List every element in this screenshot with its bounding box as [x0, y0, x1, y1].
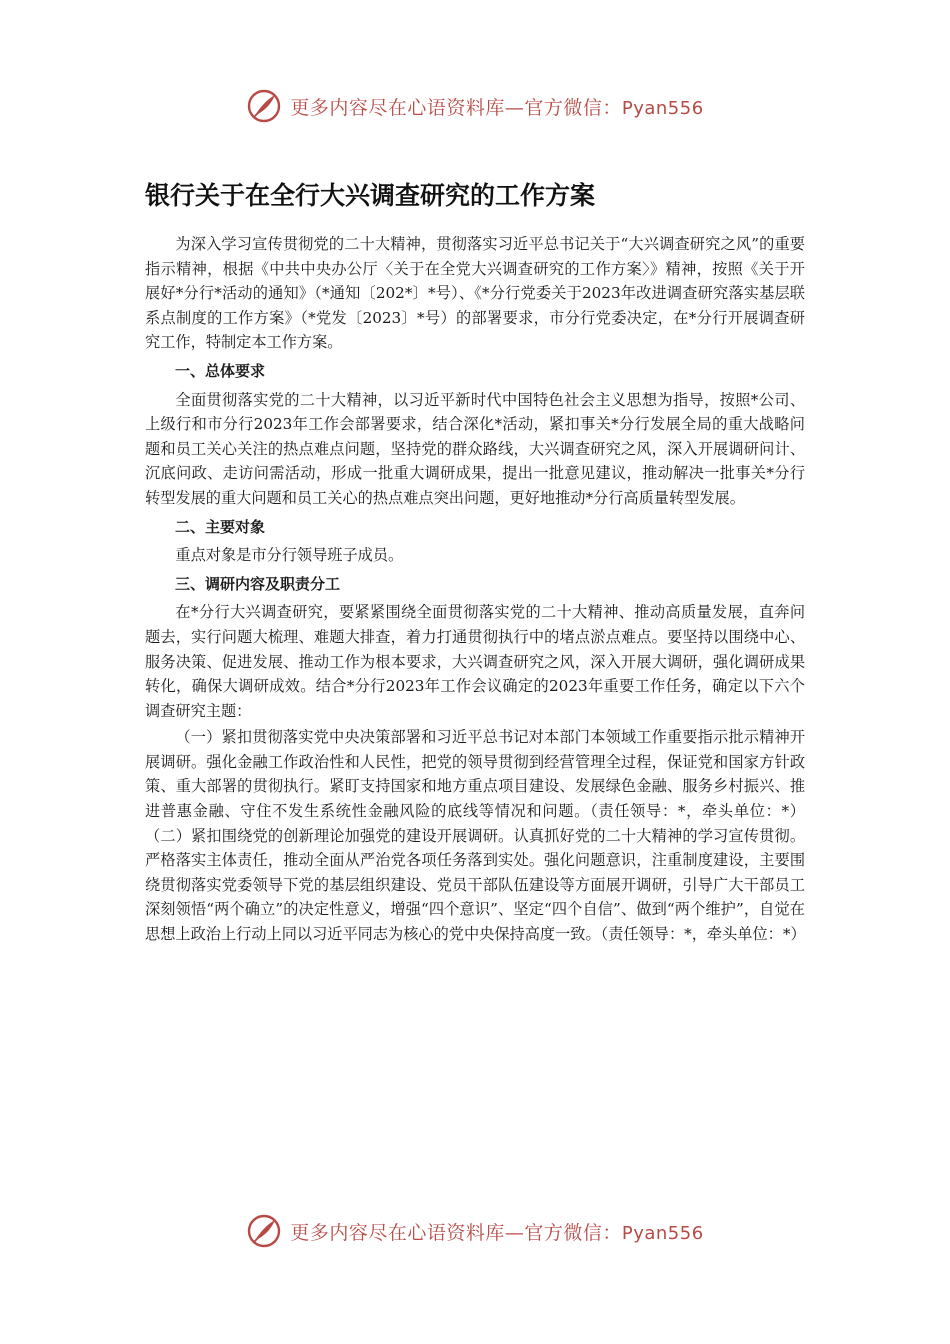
section-heading-general-requirements: 一、总体要求 — [175, 361, 266, 380]
intro-paragraph: 为深入学习宣传贯彻党的二十大精神，贯彻落实习近平总书记关于“大兴调查研究之风”的重要指示精神，根据《中共中央办公厅〈关于在全党大兴调查研究的工作方案〉》精神，按照《关于开展好*分行*活动的通知》（*通知〔202*〕*号）、《*分行党委关于2023年改进调查研究落实基层联系点制度的工作方案》（*党发〔2023〕*号）的部署要求，市分行党委决定，在*分行开展调查研究工作，特制定本工作方案。 — [145, 235, 805, 352]
header-banner-text — [290, 93, 703, 120]
document-title: 银行关于在全行大兴调查研究的工作方案 — [145, 181, 596, 210]
footer-banner — [0, 1211, 950, 1251]
research-topics-paragraph: （一）紧扣贯彻落实党中央决策部署和习近平总书记对本部门本领域工作重要指示批示精神开展调研。强化金融工作政治性和人民性，把党的领导贯彻到经营管理全过程，保证党和国家方针政策、重大部署的贯彻执行。紧盯支持国家和地方重点项目建设、发展绿色金融、服务乡村振兴、推进普惠金融、守住不发生系统性金融风险的底线等情况和问题。（责任领导：*，牵头单位：*）（二）紧扣围绕党的创新理论加强党的建设开展调研。认真抓好党的二十大精神的学习宣传贯彻。严格落实主体责任，推动全面从严治党各项任务落到实处。强化问题意识，注重制度建设，主要围绕贯彻落实党委领导下党的基层组织建设、党员干部队伍建设等方面展开调研，引导广大干部员工深刻领悟“两个确立”的决定性意义，增强“四个意识”、坚定“四个自信”、做到“两个维护”，自觉在思想上政治上行动上同以习近平同志为核心的党中央保持高度一致。（责任领导：*，牵头单位：*） — [145, 728, 806, 944]
section-heading-main-targets: 二、主要对象 — [175, 517, 266, 536]
footer-site-text: 更多内容尽在心语资料库—官方微信： — [290, 1221, 622, 1244]
footer-banner-text — [290, 1218, 703, 1245]
header-wechat-handle: Pyan556 — [621, 97, 704, 119]
header-banner — [0, 86, 950, 126]
header-site-text: 更多内容尽在心语资料库—官方微信： — [290, 96, 622, 119]
feather-logo-icon — [246, 88, 282, 124]
section-paragraph: 重点对象是市分行领导班子成员。 — [175, 546, 404, 565]
section-heading-research-content: 三、调研内容及职责分工 — [175, 574, 341, 593]
feather-logo-icon — [246, 1213, 282, 1249]
section-paragraph: 在*分行大兴调查研究，要紧紧围绕全面贯彻落实党的二十大精神、推动高质量发展，直奔问题去，实行问题大梳理、难题大排查，着力打通贯彻执行中的堵点淤点难点。要坚持以围绕中心、服务决策、促进发展、推动工作为根本要求，大兴调查研究之风，深入开展大调研，强化调研成果转化，确保大调研成效。结合*分行2023年工作会议确定的2023年重要工作任务，确定以下六个调查研究主题： — [145, 603, 805, 720]
footer-wechat-handle: Pyan556 — [621, 1222, 704, 1244]
document-body — [145, 232, 805, 947]
section-paragraph: 全面贯彻落实党的二十大精神，以习近平新时代中国特色社会主义思想为指导，按照*公司、上级行和市分行2023年工作会部署要求，结合深化*活动，紧扣事关*分行发展全局的重大战略问题和员工关心关注的热点难点问题，坚持党的群众路线，大兴调查研究之风，深入开展调研问计、沉底问政、走访问需活动，形成一批重大调研成果，提出一批意见建议，推动解决一批事关*分行转型发展的重大问题和员工关心的热点难点突出问题，更好地推动*分行高质量转型发展。 — [145, 390, 805, 507]
